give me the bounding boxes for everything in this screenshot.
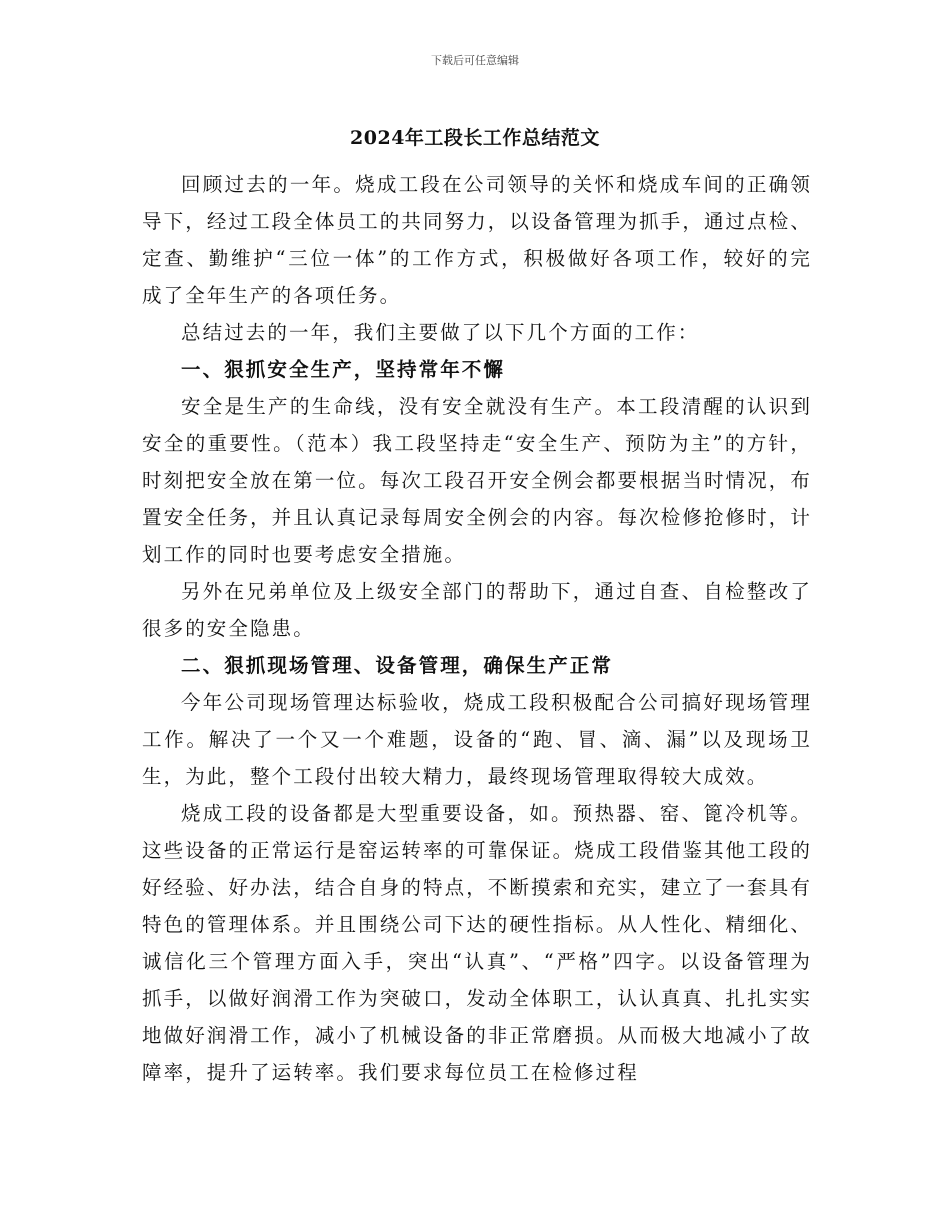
paragraph-summary-lead: 总结过去的一年，我们主要做了以下几个方面的工作： (181, 321, 700, 344)
paragraph-intro: 回顾过去的一年。烧成工段在公司领导的关怀和烧成车间的正确领导下，经过工段全体员工的共同努力，以设备管理为抓手，通过点检、定查、勤维护“三位一体”的工作方式，积极做好各项工作，较好的完成了全年生产的各项任务。 (142, 173, 812, 307)
paragraph-equipment: 烧成工段的设备都是大型重要设备，如。预热器、窑、篦冷机等。这些设备的正常运行是窑运转率的可靠保证。烧成工段借鉴其他工段的好经验、好办法，结合自身的特点，不断摸索和充实，建立了一套具有特色的管理体系。并且围绕公司下达的硬性指标。从人性化、精细化、诚信化三个管理方面入手，突出“认真”、“严格”四字。以设备管理为抓手，以做好润滑工作为突破口，发动全体职工，认认真真、扎扎实实地做好润滑工作，减小了机械设备的非正常磨损。从而极大地减小了故障率，提升了运转率。我们要求每位员工在检修过程 (142, 802, 812, 1084)
section-heading-safety: 一、狠抓安全生产，坚持常年不懈 (181, 358, 506, 381)
paragraph-safety: 安全是生产的生命线，没有安全就没有生产。本工段清醒的认识到安全的重要性。（范本）我工段坚持走“安全生产、预防为主”的方针，时刻把安全放在第一位。每次工段召开安全例会都要根据当时情况，布置安全任务，并且认真记录每周安全例会的内容。每次检修抢修时，计划工作的同时也要考虑安全措施。 (142, 395, 812, 566)
paragraph-safety-extra: 另外在兄弟单位及上级安全部门的帮助下，通过自查、自检整改了很多的安全隐患。 (142, 580, 812, 640)
section-heading-site-management: 二、狠抓现场管理、设备管理，确保生产正常 (181, 654, 614, 677)
page-header-note: 下载后可任意编辑 (431, 54, 519, 67)
paragraph-site-management: 今年公司现场管理达标验收，烧成工段积极配合公司搞好现场管理工作。解决了一个又一个难题，设备的“跑、冒、滴、漏”以及现场卫生，为此，整个工段付出较大精力，最终现场管理取得较大成效。 (142, 691, 812, 788)
document-title: 2024年工段长工作总结范文 (350, 127, 600, 149)
document-body (142, 166, 812, 1091)
